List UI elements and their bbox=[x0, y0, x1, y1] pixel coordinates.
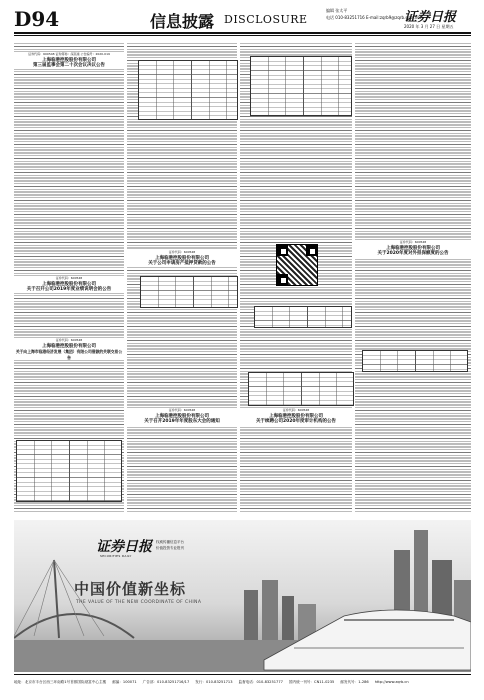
issue-date: 2020 年 3 月 27 日 星期五 bbox=[404, 24, 454, 29]
footer-address: 地址：北京市丰台区西三环南路1号首都国际财富中心主楼 bbox=[14, 680, 107, 684]
article-heading bbox=[14, 52, 124, 69]
page-number: D94 bbox=[14, 7, 60, 31]
footer-rule bbox=[14, 674, 471, 675]
qr-code bbox=[276, 244, 318, 286]
editor-line: 编辑 张太平 bbox=[326, 8, 348, 13]
article-code: 证券代码：600548 证券简称：深高速 公告编号：2020-019 bbox=[28, 52, 110, 56]
article-heading bbox=[355, 240, 471, 257]
article-heading bbox=[14, 276, 124, 293]
data-table bbox=[140, 276, 238, 308]
ad-slogan-en: THE VALUE OF THE NEW COORDINATE OF CHINA bbox=[76, 600, 202, 605]
article-heading bbox=[14, 338, 124, 360]
article-heading bbox=[127, 250, 237, 267]
ad-logo-en: SECURITIES DAILY bbox=[100, 554, 132, 558]
footer-postcode: 邮编：100071 bbox=[112, 680, 137, 684]
data-table bbox=[362, 350, 468, 372]
footer-ad-phone: 广告部：010-83251716/17 bbox=[142, 680, 190, 684]
article-title: 关于续聘公司2020年度审计机构的公告 bbox=[255, 419, 337, 425]
article-title: 第三届监事会第二十次会议决议公告 bbox=[33, 63, 105, 69]
footer-postal-code: 邮发代号：1-286 bbox=[340, 680, 369, 684]
footer-website[interactable]: http://www.zqrb.cn bbox=[374, 680, 409, 684]
ad-logo: 证券日报 bbox=[96, 539, 152, 555]
ad-tagline: 权威传播信息平台 bbox=[156, 540, 184, 544]
data-table bbox=[250, 56, 352, 116]
article-code: 证券代码：600548 bbox=[168, 408, 196, 412]
advertisement-banner bbox=[14, 520, 471, 672]
article-company: 上海临港控股股份有限公司 bbox=[42, 57, 96, 63]
footer-supervision-phone: 监督电话：010-83251777 bbox=[238, 680, 283, 684]
masthead-rule-thin bbox=[14, 35, 471, 36]
data-table bbox=[254, 306, 352, 328]
article-code: 证券代码：600548 bbox=[55, 276, 83, 280]
footer-issn: 国内统一刊号：CN11-0235 bbox=[288, 680, 335, 684]
article-company: 上海临港控股股份有限公司 bbox=[42, 281, 96, 287]
section-title: 信息披露 bbox=[150, 12, 215, 31]
article-company: 上海临港控股股份有限公司 bbox=[155, 255, 209, 261]
masthead bbox=[0, 0, 484, 40]
ad-slogan: 中国价值新坐标 bbox=[74, 580, 187, 598]
article-code: 证券代码：600548 bbox=[399, 240, 427, 244]
article-code: 证券代码：600548 bbox=[55, 338, 83, 342]
article-title: 关于公司申请房产抵押贷款的公告 bbox=[148, 261, 216, 267]
newspaper-logo: 证券日报 bbox=[404, 10, 457, 25]
article-company: 上海临港控股股份有限公司 bbox=[155, 413, 209, 419]
footer bbox=[14, 677, 471, 687]
article-title: 关于召开公司2019年度业绩说明会的公告 bbox=[26, 287, 112, 293]
article-company: 上海临港控股股份有限公司 bbox=[42, 343, 96, 349]
article-title: 关于2020年度对外担保额度的公告 bbox=[377, 251, 449, 257]
footer-distribution-phone: 发行：010-83251713 bbox=[195, 680, 233, 684]
section-title-en: DISCLOSURE bbox=[224, 13, 308, 26]
data-table bbox=[16, 440, 122, 502]
contact-line: 电话 010-83251716 E-mail:zqrb9@zqrb.sina.net bbox=[326, 15, 422, 20]
article-company: 上海临港控股股份有限公司 bbox=[386, 245, 440, 251]
article-code: 证券代码：600548 bbox=[282, 408, 310, 412]
article-heading bbox=[127, 408, 237, 425]
column-4-text bbox=[355, 42, 471, 512]
masthead-rule bbox=[14, 32, 471, 34]
data-table bbox=[138, 60, 238, 120]
article-heading bbox=[240, 408, 352, 425]
ad-tagline: 价值投资专业报刊 bbox=[156, 546, 184, 550]
data-table bbox=[248, 372, 354, 406]
article-company: 上海临港控股股份有限公司 bbox=[269, 413, 323, 419]
article-title: 关于召开2019年年度股东大会的通知 bbox=[144, 419, 220, 425]
article-code: 证券代码：600548 bbox=[168, 250, 196, 254]
article-title: 关于向上海市临港经济发展（集团）有限公司借款的关联交易公告 bbox=[15, 349, 123, 360]
